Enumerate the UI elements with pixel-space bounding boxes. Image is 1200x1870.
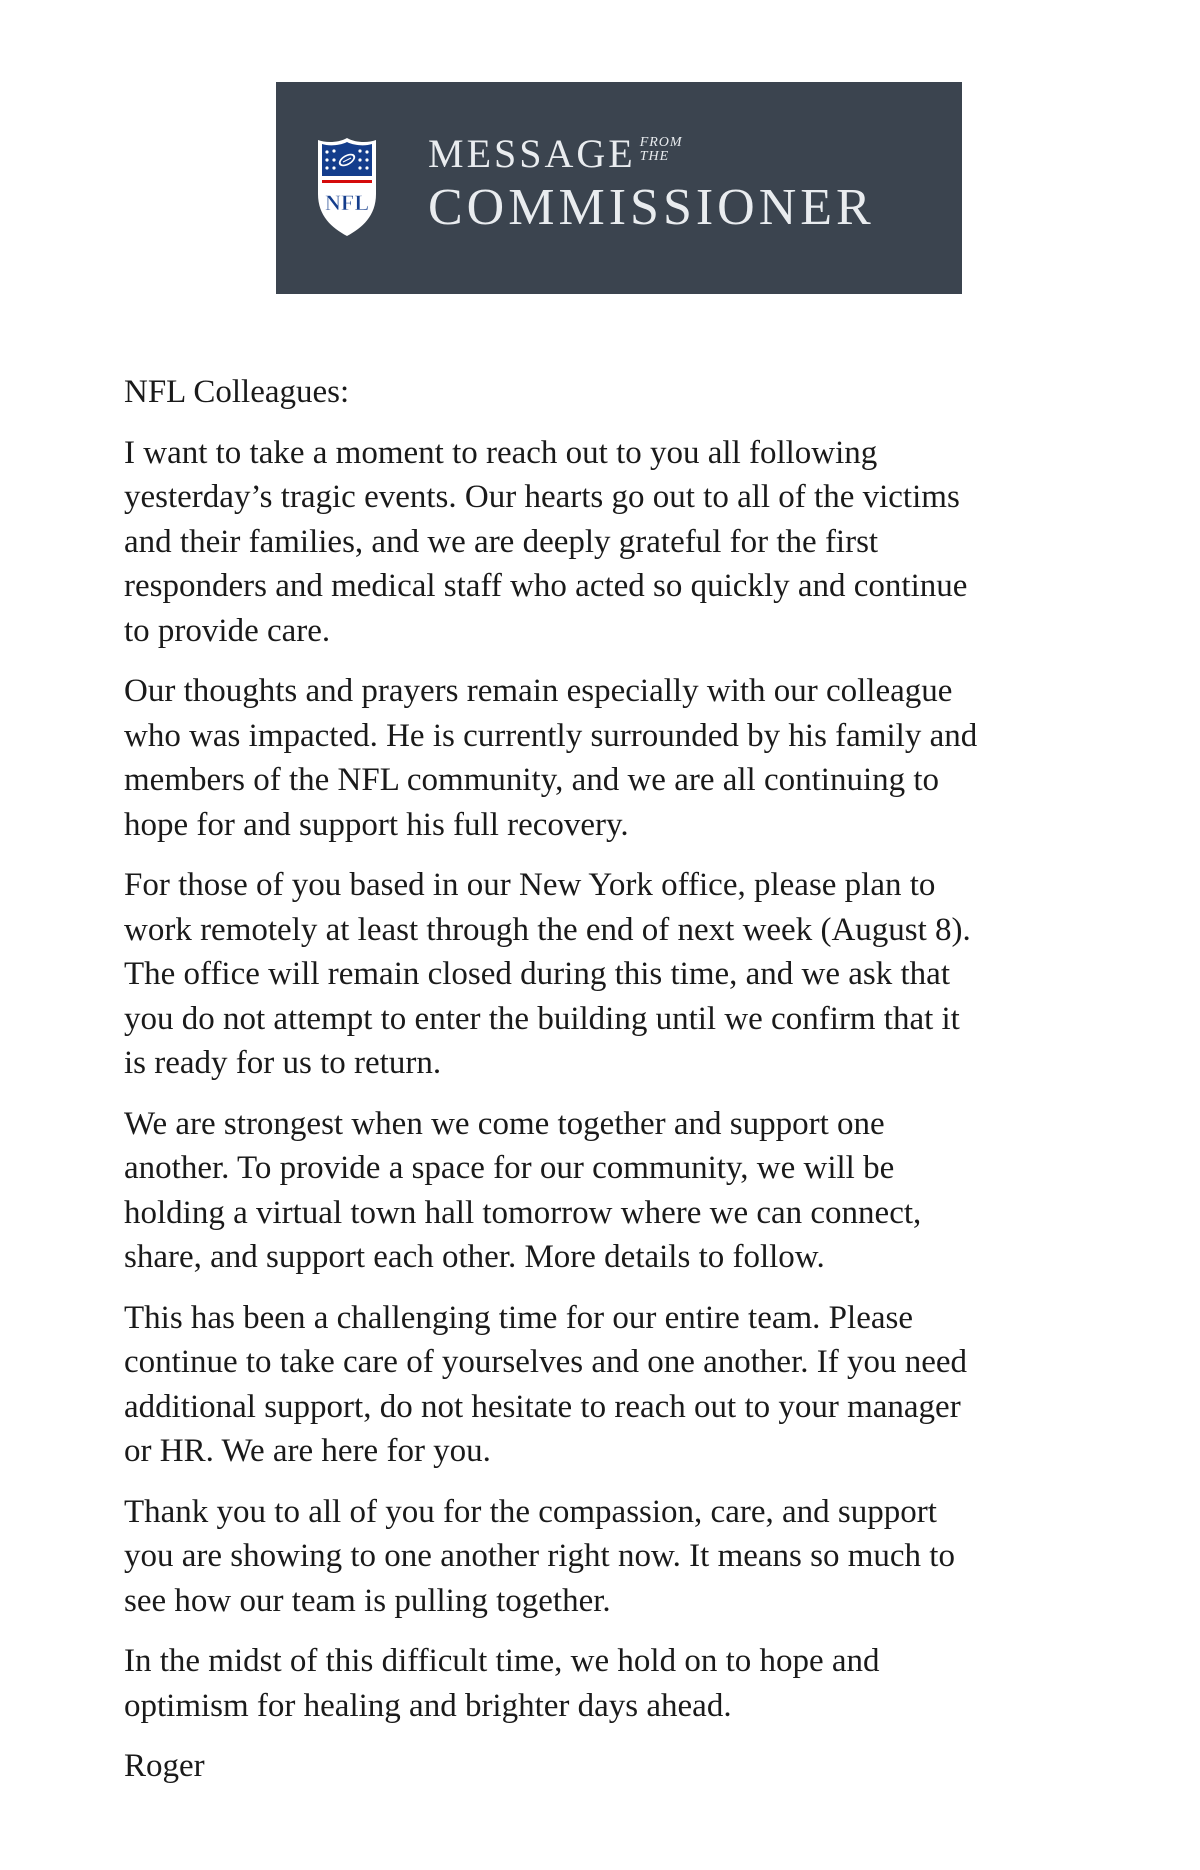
letter-line: Thank you to all of you for the compassion, care, and support (124, 1493, 937, 1530)
letter-line: who was impacted. He is currently surrounded by his family and (124, 717, 978, 754)
letter-line: another. To provide a space for our community, we will be (124, 1150, 895, 1186)
letter-body (124, 370, 1124, 1805)
letter-line: Our thoughts and prayers remain especially with our colleague (124, 673, 953, 709)
letter-line: you do not attempt to enter the building until we confirm that it (124, 1000, 960, 1037)
letter-paragraph (124, 669, 1124, 847)
letter-line: to provide care. (124, 612, 331, 649)
letter-line: yesterday’s tragic events. Our hearts go out to all of the victims (124, 479, 960, 515)
letter-paragraphs (124, 431, 1124, 1729)
nfl-logo-letters: NFL (325, 190, 369, 215)
letter-line: you are showing to one another right now. It means so much to (124, 1538, 955, 1574)
letter-signature: Roger (124, 1748, 205, 1784)
letter-paragraph (124, 1639, 1124, 1728)
letter-line: additional support, do not hesitate to reach out to your manager (124, 1388, 961, 1425)
letter-line: and their families, and we are deeply grateful for the first (124, 523, 879, 560)
letter-line: continue to take care of yourselves and one another. If you need (124, 1344, 968, 1380)
banner-title (428, 132, 875, 238)
letter-line: hope for and support his full recovery. (124, 806, 629, 843)
letter-line: responders and medical staff who acted so quickly and continue (124, 568, 968, 604)
banner-from-the (640, 136, 683, 164)
nfl-shield-icon (316, 136, 378, 238)
letter-line: see how our team is pulling together. (124, 1582, 611, 1619)
letter-line: I want to take a moment to reach out to you all following (124, 434, 878, 471)
letter-line: work remotely at least through the end of next week (August 8). (124, 911, 971, 948)
letter-line: The office will remain closed during this time, and we ask that (124, 956, 950, 992)
letter-line: holding a virtual town hall tomorrow where we can connect, (124, 1194, 922, 1231)
commissioner-message-banner (276, 82, 962, 294)
banner-the-word: THE (639, 149, 670, 164)
banner-from-word: FROM (639, 135, 683, 150)
letter-line: share, and support each other. More details to follow. (124, 1239, 825, 1275)
banner-commissioner-word: COMMISSIONER (428, 179, 875, 236)
letter-line: We are strongest when we come together and support one (124, 1105, 885, 1142)
letter-line: is ready for us to return. (124, 1045, 442, 1081)
letter-salutation: NFL Colleagues: (124, 374, 350, 410)
letter-line: This has been a challenging time for our entire team. Please (124, 1299, 913, 1336)
letter-line: In the midst of this difficult time, we hold on to hope and (124, 1643, 880, 1679)
letter-line: members of the NFL community, and we are all continuing to (124, 762, 940, 798)
banner-message-word: MESSAGE (428, 131, 636, 176)
letter-line: or HR. We are here for you. (124, 1433, 491, 1469)
letter-paragraph (124, 1296, 1124, 1474)
letter-paragraph (124, 431, 1124, 654)
letter-paragraph (124, 863, 1124, 1086)
letter-paragraph (124, 1102, 1124, 1280)
banner-line-message (428, 132, 875, 176)
letter-line: For those of you based in our New York office, please plan to (124, 867, 936, 903)
letter-line: optimism for healing and brighter days ahead. (124, 1687, 732, 1724)
letter-paragraph (124, 1490, 1124, 1624)
